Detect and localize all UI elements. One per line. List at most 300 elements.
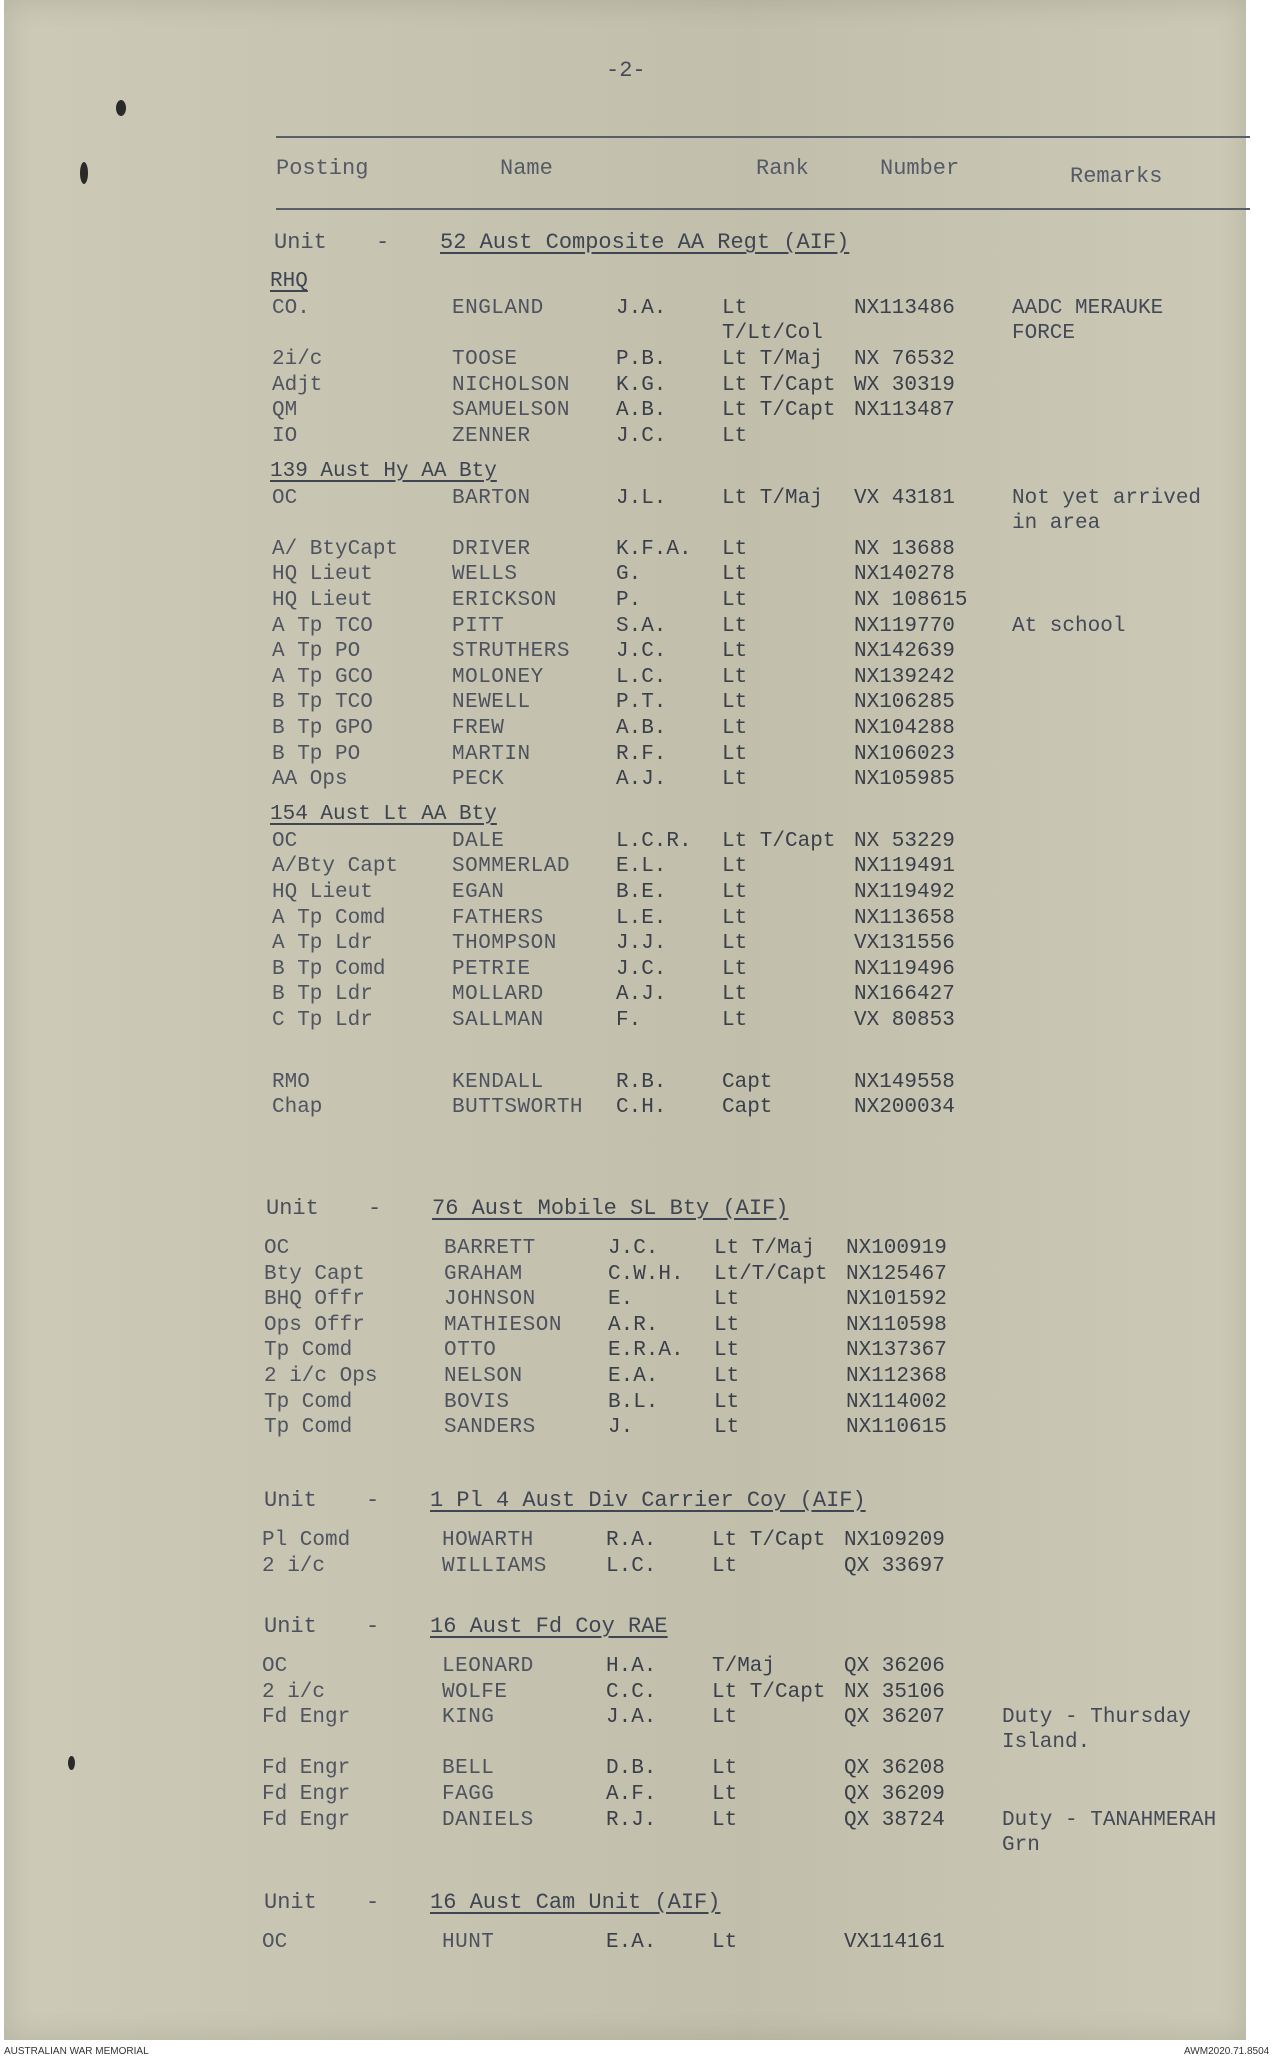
service-number-cell: QX 36206 — [844, 1655, 945, 1678]
rank-cell: Lt — [722, 537, 748, 561]
service-number-cell: NX105985 — [854, 768, 955, 792]
initials-cell: C.W.H. — [608, 1262, 684, 1286]
table-row — [4, 537, 1246, 563]
service-number-cell: NX106285 — [854, 691, 955, 715]
posting-cell: A Tp TCO — [272, 614, 373, 638]
name-cell: THOMPSON — [452, 932, 557, 956]
initials-cell: S.A. — [616, 614, 667, 638]
table-row — [4, 742, 1246, 768]
table-row — [4, 1756, 1246, 1782]
document-page — [4, 0, 1246, 2040]
posting-cell: A Tp Ldr — [272, 932, 373, 956]
unit-heading — [4, 1196, 1246, 1232]
rank-cell: Lt — [714, 1390, 740, 1414]
posting-cell: B Tp GPO — [272, 717, 373, 740]
service-number-cell: NX119496 — [854, 957, 955, 981]
posting-cell: 2i/c — [272, 348, 323, 372]
unit-label: Unit — [266, 1196, 319, 1221]
rank-cell: Lt — [722, 881, 748, 904]
service-number-cell: QX 36208 — [844, 1757, 945, 1781]
rank-cell: Lt — [722, 957, 748, 981]
table-row — [4, 1008, 1246, 1034]
rank-cell: Lt — [722, 589, 748, 612]
footer-right: AWM2020.71.8504 — [1184, 2046, 1270, 2057]
posting-cell: Ops Offr — [264, 1313, 365, 1337]
remarks-cell: Duty - Thursday Island. — [1002, 1706, 1192, 1755]
service-number-cell: NX119492 — [854, 881, 955, 904]
unit-section — [4, 1614, 1246, 1857]
name-cell: HOWARTH — [442, 1529, 534, 1552]
table-row — [4, 1415, 1246, 1441]
rank-cell: Lt — [714, 1313, 740, 1337]
posting-cell: A Tp GCO — [272, 665, 373, 689]
unit-dash: - — [366, 1614, 380, 1639]
service-number-cell: NX 108615 — [854, 589, 968, 612]
name-cell: SAMUELSON — [452, 399, 570, 423]
initials-cell: R.B. — [616, 1070, 667, 1094]
remarks-cell: Not yet arrived in area — [1012, 486, 1202, 535]
name-cell: WILLIAMS — [442, 1554, 547, 1578]
initials-cell: E.L. — [616, 855, 667, 879]
table-row — [4, 982, 1246, 1008]
initials-cell: P.T. — [616, 691, 667, 715]
posting-cell: Pl Comd — [262, 1529, 351, 1552]
initials-cell: J.A. — [616, 297, 667, 320]
service-number-cell: NX125467 — [846, 1262, 947, 1286]
name-cell: EGAN — [452, 881, 505, 904]
service-number-cell: NX140278 — [854, 563, 955, 587]
rank-cell: Lt T/Capt — [722, 399, 836, 423]
rank-cell: Lt — [712, 1783, 738, 1806]
table-row — [4, 486, 1246, 535]
name-cell: OTTO — [444, 1339, 497, 1363]
service-number-cell: NX104288 — [854, 717, 955, 740]
table-row — [4, 1338, 1246, 1364]
service-number-cell: NX 13688 — [854, 537, 955, 561]
rank-cell: Lt — [722, 717, 748, 740]
name-cell: FREW — [452, 717, 505, 740]
rank-cell: Lt — [722, 665, 748, 689]
rank-cell: Lt — [722, 640, 748, 664]
posting-cell: A/ BtyCapt — [272, 537, 399, 561]
table-row — [4, 665, 1246, 691]
name-cell: BOVIS — [444, 1390, 510, 1414]
posting-cell: Tp Comd — [264, 1390, 353, 1414]
posting-cell: A Tp Comd — [272, 906, 386, 930]
name-cell: ZENNER — [452, 425, 531, 448]
col-header-number: Number — [880, 156, 960, 181]
initials-cell: K.F.A. — [616, 537, 692, 561]
service-number-cell: NX200034 — [854, 1096, 955, 1120]
table-row — [4, 639, 1246, 665]
name-cell: SANDERS — [444, 1416, 536, 1440]
col-header-name: Name — [500, 156, 553, 181]
initials-cell: F. — [616, 1009, 642, 1032]
table-row — [4, 854, 1246, 880]
initials-cell: P.B. — [616, 348, 667, 372]
posting-cell: OC — [272, 486, 298, 510]
table-row — [4, 1287, 1246, 1313]
rank-cell: Lt — [712, 1706, 738, 1730]
posting-cell: AA Ops — [272, 768, 348, 792]
table-row — [4, 614, 1246, 640]
punch-hole-mark — [80, 162, 88, 184]
rank-cell: Lt — [712, 1931, 738, 1954]
service-number-cell: NX110598 — [846, 1313, 947, 1337]
service-number-cell: NX101592 — [846, 1288, 947, 1312]
rank-cell: Lt — [712, 1554, 738, 1578]
name-cell: PECK — [452, 768, 505, 792]
rank-cell: Lt — [722, 742, 748, 766]
unit-section — [4, 1890, 1246, 1954]
subunit-title: RHQ — [270, 270, 308, 293]
rank-cell: Lt — [712, 1757, 738, 1781]
posting-cell: IO — [272, 425, 298, 448]
table-row — [4, 690, 1246, 716]
unit-dash: - — [366, 1890, 380, 1915]
initials-cell: J.C. — [616, 640, 667, 664]
rank-cell: Lt T/Capt — [712, 1529, 826, 1552]
initials-cell: E.A. — [606, 1931, 657, 1954]
rank-cell: Lt — [712, 1808, 738, 1832]
table-row — [4, 296, 1246, 345]
initials-cell: E.R.A. — [608, 1339, 684, 1363]
table-row — [4, 588, 1246, 614]
footer-left: AUSTRALIAN WAR MEMORIAL — [4, 2046, 149, 2057]
rank-cell: Lt T/Capt — [712, 1680, 826, 1704]
subunit-title: 139 Aust Hy AA Bty — [270, 459, 497, 483]
header-top-rule — [276, 136, 1250, 138]
initials-cell: A.B. — [616, 399, 667, 423]
table-row — [4, 347, 1246, 373]
service-number-cell: NX166427 — [854, 983, 955, 1007]
remarks-cell: AADC MERAUKE FORCE — [1012, 297, 1164, 345]
rank-cell: Lt/T/Capt — [714, 1262, 828, 1286]
col-header-rank: Rank — [756, 156, 809, 181]
name-cell: MOLLARD — [452, 983, 544, 1007]
rank-cell: Lt — [714, 1416, 740, 1440]
unit-title: 16 Aust Fd Coy RAE — [430, 1614, 668, 1639]
subunit-title: 154 Aust Lt AA Bty — [270, 802, 497, 826]
name-cell: PETRIE — [452, 957, 531, 981]
table-row — [4, 767, 1246, 793]
unit-section — [4, 230, 1246, 1120]
rank-cell: Lt T/Maj — [714, 1237, 815, 1260]
name-cell: NEWELL — [452, 691, 531, 715]
name-cell: MATHIESON — [444, 1313, 562, 1337]
initials-cell: B.E. — [616, 881, 667, 904]
col-header-remarks: Remarks — [1070, 164, 1163, 189]
table-row — [4, 1705, 1246, 1755]
posting-cell: HQ Lieut — [272, 563, 373, 587]
table-row — [4, 1808, 1246, 1857]
initials-cell: J.C. — [616, 957, 667, 981]
rank-cell: Lt — [722, 614, 748, 638]
name-cell: MOLONEY — [452, 665, 544, 689]
page-number: -2- — [606, 58, 646, 83]
table-row — [4, 1364, 1246, 1390]
table-row — [4, 1930, 1246, 1956]
table-row — [4, 931, 1246, 957]
posting-cell: Chap — [272, 1096, 323, 1120]
unit-title: 76 Aust Mobile SL Bty (AIF) — [432, 1196, 789, 1221]
name-cell: WELLS — [452, 563, 518, 587]
rank-cell: T/Maj — [712, 1655, 776, 1678]
posting-cell: A Tp PO — [272, 640, 361, 664]
service-number-cell: NX142639 — [854, 640, 955, 664]
name-cell: ERICKSON — [452, 589, 557, 612]
name-cell: HUNT — [442, 1931, 495, 1954]
table-row — [4, 1528, 1246, 1554]
table-row — [4, 1654, 1246, 1680]
rank-cell: Lt — [722, 855, 748, 879]
initials-cell: L.E. — [616, 906, 667, 930]
service-number-cell: NX112368 — [846, 1365, 947, 1388]
name-cell: SALLMAN — [452, 1009, 544, 1032]
posting-cell: HQ Lieut — [272, 881, 373, 904]
posting-cell: Fd Engr — [262, 1808, 351, 1832]
unit-label: Unit — [264, 1890, 317, 1915]
rank-cell: Lt T/Capt — [722, 373, 836, 397]
initials-cell: J.J. — [616, 932, 667, 956]
table-row — [4, 398, 1246, 424]
initials-cell: G. — [616, 563, 642, 587]
posting-cell: RMO — [272, 1070, 310, 1094]
posting-cell: Fd Engr — [262, 1783, 351, 1806]
service-number-cell: NX100919 — [846, 1237, 947, 1260]
initials-cell: A.F. — [606, 1783, 657, 1806]
remarks-cell: Duty - TANAHMERAH Grn — [1002, 1808, 1217, 1857]
posting-cell: A/Bty Capt — [272, 855, 399, 879]
service-number-cell: QX 36209 — [844, 1783, 945, 1806]
initials-cell: E. — [608, 1288, 634, 1312]
table-row — [4, 562, 1246, 588]
table-row — [4, 1554, 1246, 1580]
service-number-cell: WX 30319 — [854, 373, 955, 397]
name-cell: PITT — [452, 614, 505, 638]
service-number-cell: VX131556 — [854, 932, 955, 956]
name-cell: KENDALL — [452, 1070, 544, 1094]
name-cell: DRIVER — [452, 537, 531, 561]
rank-cell: Lt — [722, 932, 748, 956]
name-cell: DALE — [452, 829, 505, 853]
name-cell: BARTON — [452, 486, 531, 510]
rank-cell: Lt — [722, 425, 748, 448]
posting-cell: OC — [264, 1237, 290, 1260]
posting-cell: Fd Engr — [262, 1757, 351, 1781]
initials-cell: H.A. — [606, 1655, 657, 1678]
rank-cell: Lt — [722, 906, 748, 930]
name-cell: KING — [442, 1706, 495, 1730]
table-row — [4, 373, 1246, 399]
table-row — [4, 880, 1246, 906]
unit-title: 52 Aust Composite AA Regt (AIF) — [440, 230, 850, 255]
initials-cell: J. — [608, 1416, 634, 1440]
posting-cell: Bty Capt — [264, 1262, 365, 1286]
posting-cell: B Tp Comd — [272, 957, 386, 981]
initials-cell: J.C. — [616, 425, 667, 448]
rank-cell: Lt — [722, 983, 748, 1007]
table-row — [4, 829, 1246, 855]
unit-heading — [4, 1488, 1246, 1524]
initials-cell: C.C. — [606, 1680, 657, 1704]
rank-cell: Lt T/Maj — [722, 486, 823, 510]
initials-cell: A.B. — [616, 717, 667, 740]
name-cell: NELSON — [444, 1365, 523, 1388]
initials-cell: J.L. — [616, 486, 667, 510]
service-number-cell: NX114002 — [846, 1390, 947, 1414]
unit-heading — [4, 230, 1246, 266]
posting-cell: B Tp Ldr — [272, 983, 373, 1007]
name-cell: LEONARD — [442, 1655, 534, 1678]
initials-cell: A.J. — [616, 983, 667, 1007]
posting-cell: Fd Engr — [262, 1706, 351, 1730]
service-number-cell: NX139242 — [854, 665, 955, 689]
service-number-cell: NX119770 — [854, 614, 955, 638]
service-number-cell: NX113487 — [854, 399, 955, 423]
rank-cell: Lt — [722, 768, 748, 792]
initials-cell: E.A. — [608, 1365, 659, 1388]
posting-cell: B Tp TCO — [272, 691, 373, 715]
unit-section — [4, 1196, 1246, 1440]
name-cell: FAGG — [442, 1783, 495, 1806]
name-cell: BARRETT — [444, 1237, 536, 1260]
posting-cell: QM — [272, 399, 298, 423]
name-cell: WOLFE — [442, 1680, 508, 1704]
unit-heading — [4, 1890, 1246, 1926]
service-number-cell: NX149558 — [854, 1070, 955, 1094]
unit-label: Unit — [274, 230, 327, 255]
service-number-cell: QX 33697 — [844, 1554, 945, 1578]
initials-cell: K.G. — [616, 373, 667, 397]
service-number-cell: NX119491 — [854, 855, 955, 879]
table-row — [4, 1782, 1246, 1808]
posting-cell: Adjt — [272, 373, 323, 397]
name-cell: FATHERS — [452, 906, 544, 930]
name-cell: STRUTHERS — [452, 640, 570, 664]
initials-cell: R.A. — [606, 1529, 657, 1552]
service-number-cell: QX 36207 — [844, 1706, 945, 1730]
rank-cell: Lt T/Capt — [722, 829, 836, 853]
service-number-cell: NX113658 — [854, 906, 955, 930]
initials-cell: A.R. — [608, 1313, 659, 1337]
posting-cell: 2 i/c — [262, 1554, 326, 1578]
initials-cell: R.F. — [616, 742, 667, 766]
unit-section — [4, 1488, 1246, 1578]
service-number-cell: NX109209 — [844, 1529, 945, 1552]
unit-heading — [4, 1614, 1246, 1650]
header-bottom-rule — [276, 208, 1250, 210]
initials-cell: L.C. — [606, 1554, 657, 1578]
rank-cell: Lt — [714, 1365, 740, 1388]
table-row — [4, 1095, 1246, 1121]
posting-cell: 2 i/c Ops — [264, 1365, 378, 1388]
posting-cell: Tp Comd — [264, 1339, 353, 1363]
unit-dash: - — [368, 1196, 382, 1221]
table-row — [4, 1390, 1246, 1416]
table-row — [4, 1070, 1246, 1096]
table-row — [4, 1236, 1246, 1262]
initials-cell: L.C. — [616, 665, 667, 689]
initials-cell: D.B. — [606, 1757, 657, 1781]
punch-hole-mark — [116, 100, 126, 116]
unit-dash: - — [376, 230, 390, 255]
initials-cell: C.H. — [616, 1096, 667, 1120]
name-cell: DANIELS — [442, 1808, 534, 1832]
initials-cell: P. — [616, 589, 642, 612]
initials-cell: R.J. — [606, 1808, 657, 1832]
rank-cell: Lt T/Maj — [722, 348, 823, 372]
table-row — [4, 1680, 1246, 1706]
posting-cell: OC — [262, 1655, 288, 1678]
name-cell: ENGLAND — [452, 297, 544, 320]
posting-cell: OC — [272, 829, 298, 853]
rank-cell: Lt — [722, 691, 748, 715]
service-number-cell: VX 80853 — [854, 1009, 955, 1032]
table-row — [4, 716, 1246, 742]
table-row — [4, 906, 1246, 932]
table-row — [4, 424, 1246, 450]
table-row — [4, 1262, 1246, 1288]
table-row — [4, 957, 1246, 983]
name-cell: JOHNSON — [444, 1288, 536, 1312]
rank-cell: Capt — [722, 1096, 773, 1120]
table-row — [4, 1313, 1246, 1339]
unit-label: Unit — [264, 1488, 317, 1513]
rank-cell: Lt — [722, 1009, 748, 1032]
initials-cell: L.C.R. — [616, 829, 692, 853]
unit-title: 1 Pl 4 Aust Div Carrier Coy (AIF) — [430, 1488, 866, 1513]
posting-cell: Tp Comd — [264, 1416, 353, 1440]
unit-title: 16 Aust Cam Unit (AIF) — [430, 1890, 721, 1915]
posting-cell: HQ Lieut — [272, 589, 373, 612]
rank-cell: Lt — [714, 1339, 740, 1363]
rank-cell: Capt — [722, 1070, 773, 1094]
posting-cell: BHQ Offr — [264, 1288, 365, 1312]
initials-cell: A.J. — [616, 768, 667, 792]
name-cell: BELL — [442, 1757, 495, 1781]
service-number-cell: NX 35106 — [844, 1680, 945, 1704]
posting-cell: B Tp PO — [272, 742, 361, 766]
initials-cell: J.C. — [608, 1237, 659, 1260]
name-cell: NICHOLSON — [452, 373, 570, 397]
posting-cell: C Tp Ldr — [272, 1009, 373, 1032]
service-number-cell: QX 38724 — [844, 1808, 945, 1832]
rank-cell: Lt — [722, 563, 748, 587]
unit-dash: - — [366, 1488, 380, 1513]
service-number-cell: VX114161 — [844, 1931, 945, 1954]
initials-cell: B.L. — [608, 1390, 659, 1414]
name-cell: MARTIN — [452, 742, 531, 766]
rank-cell: Lt — [714, 1288, 740, 1312]
name-cell: TOOSE — [452, 348, 518, 372]
posting-cell: OC — [262, 1931, 288, 1954]
unit-label: Unit — [264, 1614, 317, 1639]
service-number-cell: NX110615 — [846, 1416, 947, 1440]
posting-cell: 2 i/c — [262, 1680, 326, 1704]
name-cell: BUTTSWORTH — [452, 1096, 584, 1120]
service-number-cell: NX113486 — [854, 297, 955, 320]
col-header-posting: Posting — [276, 156, 369, 181]
posting-cell: CO. — [272, 297, 310, 320]
service-number-cell: NX106023 — [854, 742, 955, 766]
name-cell: SOMMERLAD — [452, 855, 570, 879]
service-number-cell: VX 43181 — [854, 486, 955, 510]
rank-cell: Lt T/Lt/Col — [722, 297, 823, 345]
service-number-cell: NX137367 — [846, 1339, 947, 1363]
name-cell: GRAHAM — [444, 1262, 523, 1286]
service-number-cell: NX 53229 — [854, 829, 955, 853]
